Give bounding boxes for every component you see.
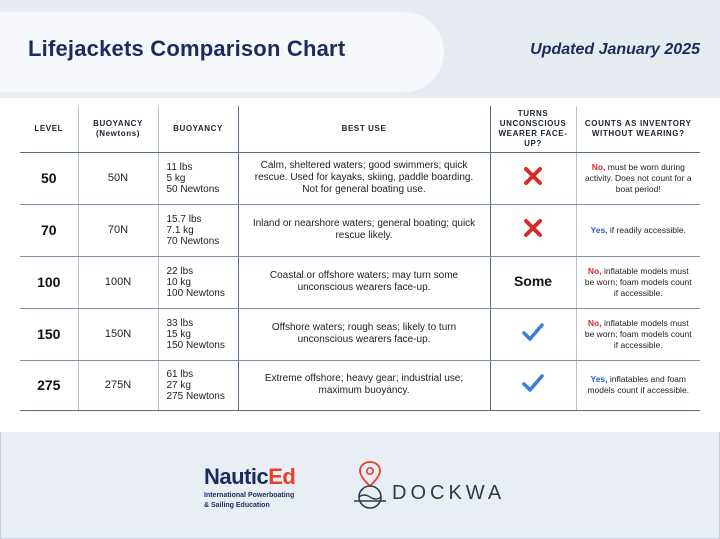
cell-best-use: Offshore waters; rough seas; likely to turn unconscious wearers face-up.: [238, 308, 490, 360]
cell-level: 100: [20, 256, 78, 308]
buoyancy-line: 11 lbs: [166, 161, 193, 173]
buoyancy-line: 7.1 kg: [166, 224, 194, 236]
table-row: [20, 152, 700, 204]
cell-inventory: [576, 256, 700, 308]
cell-buoyancy: [158, 360, 238, 410]
buoyancy-line: 70 Newtons: [166, 235, 220, 247]
inventory-answer: No,: [587, 265, 602, 276]
blue-check-icon: [521, 322, 545, 346]
inventory-detail: inflatable models must be worn; foam models count if accessible.: [584, 265, 692, 298]
table-row: [20, 308, 700, 360]
nauticed-wordmark: NauticEd: [204, 464, 296, 489]
comparison-table-panel: [0, 98, 720, 432]
header-buoyancy: BUOYANCY: [158, 106, 238, 152]
buoyancy-line: 10 kg: [166, 276, 191, 288]
inventory-detail: if readily accessible.: [609, 224, 686, 235]
buoyancy-line: 27 kg: [166, 379, 191, 391]
cell-buoyancy: [158, 152, 238, 204]
header-best-use: BEST USE: [238, 106, 490, 152]
buoyancy-line: 15 kg: [166, 328, 191, 340]
header-buoyancy-newtons: BUOYANCY (Newtons): [78, 106, 158, 152]
comparison-table: [20, 106, 700, 411]
inventory-answer: Yes,: [590, 374, 608, 384]
cell-turns-face-up: [490, 152, 576, 204]
red-x-icon: [522, 165, 544, 191]
cell-turns-face-up: [490, 308, 576, 360]
buoyancy-line: 33 lbs: [166, 317, 194, 329]
table-row: [20, 256, 700, 308]
header-counts-inventory: COUNTS AS INVENTORY WITHOUT WEARING?: [576, 106, 700, 152]
dockwa-logo: [350, 460, 530, 510]
page-title: Lifejackets Comparison Chart: [28, 36, 346, 61]
buoyancy-line: 15.7 lbs: [166, 213, 202, 225]
dockwa-location-pin-icon: [350, 460, 390, 510]
footer-logos: [0, 444, 720, 539]
cell-newtons: 100N: [78, 256, 158, 308]
inventory-detail: inflatable models must be worn; foam models count if accessible.: [584, 317, 692, 350]
table-row: [20, 204, 700, 256]
red-x-icon: [522, 217, 544, 243]
table-row: [20, 360, 700, 410]
header-level: LEVEL: [20, 106, 78, 152]
cell-level: 50: [20, 152, 78, 204]
cell-level: 70: [20, 204, 78, 256]
inventory-detail: inflatables and foam models count if accessible.: [587, 374, 690, 395]
buoyancy-line: 275 Newtons: [166, 390, 225, 402]
nauticed-tagline-1: International Powerboating: [204, 492, 295, 499]
buoyancy-line: 5 kg: [166, 172, 186, 184]
buoyancy-line: 100 Newtons: [166, 287, 225, 299]
inventory-detail: must be worn during activity. Does not count for a boat period!: [584, 161, 692, 194]
turns-some-text: Some: [513, 272, 553, 289]
cell-newtons: 150N: [78, 308, 158, 360]
cell-best-use: Extreme offshore; heavy gear; industrial use; maximum buoyancy.: [238, 360, 490, 410]
nauticed-logo: [204, 464, 295, 510]
blue-check-icon: [521, 373, 545, 397]
dockwa-wordmark: DOCKWA: [392, 482, 506, 504]
inventory-answer: Yes,: [590, 224, 608, 235]
cell-inventory: [576, 152, 700, 204]
cell-turns-face-up: [490, 360, 576, 410]
inventory-answer: No,: [587, 317, 602, 328]
cell-turns-face-up: [490, 204, 576, 256]
updated-date: Updated January 2025: [530, 41, 700, 58]
cell-buoyancy: [158, 204, 238, 256]
cell-newtons: 70N: [78, 204, 158, 256]
cell-inventory: [576, 204, 700, 256]
cell-best-use: Coastal or offshore waters; may turn some unconscious wearers face-up.: [238, 256, 490, 308]
buoyancy-line: 150 Newtons: [166, 339, 225, 351]
cell-inventory: [576, 308, 700, 360]
nauticed-tagline-2: & Sailing Education: [204, 502, 270, 509]
cell-inventory: [576, 360, 700, 410]
cell-turns-face-up: [490, 256, 576, 308]
buoyancy-line: 22 lbs: [166, 265, 194, 277]
cell-newtons: 275N: [78, 360, 158, 410]
cell-buoyancy: [158, 256, 238, 308]
buoyancy-line: 50 Newtons: [166, 183, 220, 195]
cell-level: 150: [20, 308, 78, 360]
inventory-answer: No,: [591, 161, 606, 172]
header-band: [0, 0, 720, 98]
cell-newtons: 50N: [78, 152, 158, 204]
cell-best-use: Calm, sheltered waters; good swimmers; quick rescue. Used for kayaks, skiing, paddle boarding. Not for general boating use.: [238, 152, 490, 204]
header-turns-face-up: TURNS UNCONSCIOUS WEARER FACE-UP?: [490, 106, 576, 152]
buoyancy-line: 61 lbs: [166, 368, 194, 380]
table-header-row: [20, 106, 700, 152]
cell-buoyancy: [158, 308, 238, 360]
cell-level: 275: [20, 360, 78, 410]
cell-best-use: Inland or nearshore waters; general boating; quick rescue likely.: [238, 204, 490, 256]
